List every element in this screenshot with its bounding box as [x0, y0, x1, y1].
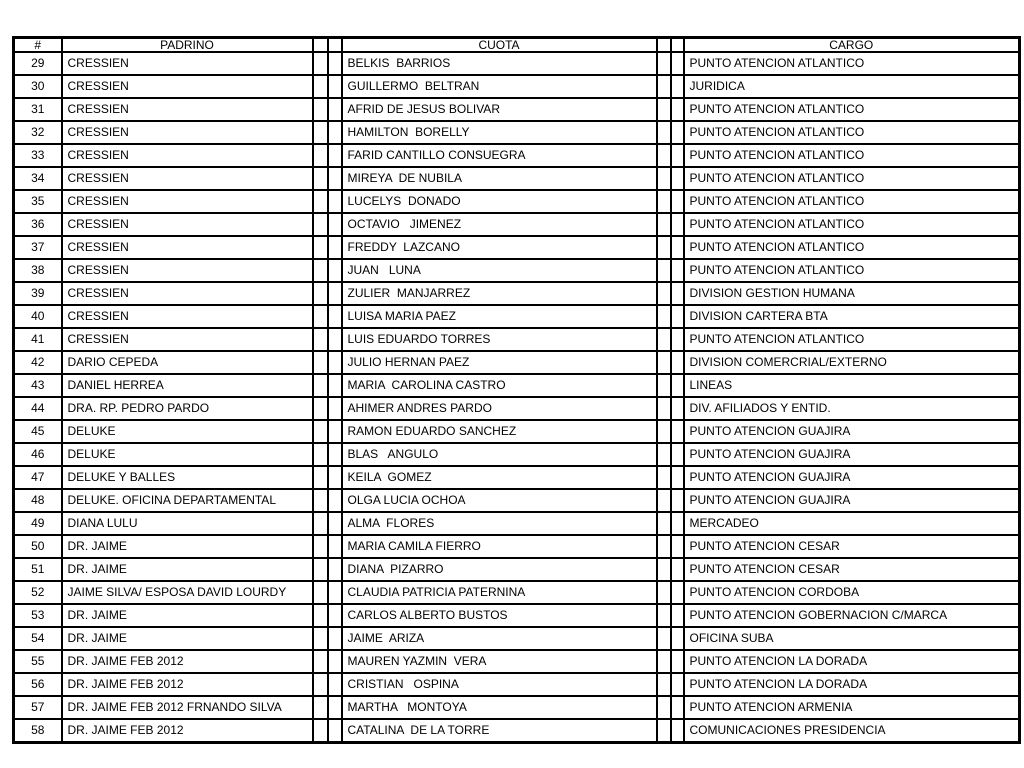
spacer-cell: [313, 581, 328, 604]
table-row: [14, 351, 1020, 374]
table-row: [14, 696, 1020, 719]
spacer-cell: [328, 167, 342, 190]
cuota-cell: MARIA CAMILA FIERRO: [342, 535, 657, 558]
spacer-cell: [671, 213, 684, 236]
table-row: [14, 213, 1020, 236]
table-row: [14, 305, 1020, 328]
spacer-cell: [313, 535, 328, 558]
spacer-cell: [657, 374, 671, 397]
spacer-cell: [671, 443, 684, 466]
spacer-cell: [313, 719, 328, 743]
padrino-cell: CRESSIEN: [62, 98, 313, 121]
spacer-cell: [657, 581, 671, 604]
spacer-cell: [313, 627, 328, 650]
table-row: [14, 190, 1020, 213]
row-number-cell: 44: [14, 397, 62, 420]
padrino-assignments-table: [12, 36, 1021, 744]
spacer-cell: [657, 512, 671, 535]
cuota-cell: OCTAVIO JIMENEZ: [342, 213, 657, 236]
cuota-cell: CLAUDIA PATRICIA PATERNINA: [342, 581, 657, 604]
cuota-cell: MIREYA DE NUBILA: [342, 167, 657, 190]
row-number-cell: 41: [14, 328, 62, 351]
spacer-cell: [328, 535, 342, 558]
spacer-cell: [328, 604, 342, 627]
padrino-cell: CRESSIEN: [62, 121, 313, 144]
row-number-cell: 30: [14, 75, 62, 98]
row-number-cell: 48: [14, 489, 62, 512]
row-number-cell: 56: [14, 673, 62, 696]
spacer-cell: [328, 719, 342, 743]
padrino-cell: DELUKE: [62, 420, 313, 443]
spacer-cell: [657, 443, 671, 466]
padrino-cell: DR. JAIME: [62, 604, 313, 627]
row-number-cell: 55: [14, 650, 62, 673]
spacer-cell: [657, 259, 671, 282]
cuota-cell: HAMILTON BORELLY: [342, 121, 657, 144]
cuota-cell: KEILA GOMEZ: [342, 466, 657, 489]
table-row: [14, 673, 1020, 696]
cuota-cell: LUIS EDUARDO TORRES: [342, 328, 657, 351]
spacer-cell: [671, 627, 684, 650]
table-row: [14, 328, 1020, 351]
cargo-cell: DIVISION GESTION HUMANA: [684, 282, 1020, 305]
spacer-cell: [657, 466, 671, 489]
table-row: [14, 259, 1020, 282]
padrino-cell: CRESSIEN: [62, 282, 313, 305]
spacer-cell: [313, 190, 328, 213]
row-number-cell: 33: [14, 144, 62, 167]
cargo-cell: PUNTO ATENCION LA DORADA: [684, 673, 1020, 696]
spacer-cell: [313, 213, 328, 236]
cuota-cell: JAIME ARIZA: [342, 627, 657, 650]
padrino-cell: DARIO CEPEDA: [62, 351, 313, 374]
table-row: [14, 420, 1020, 443]
padrino-cell: DELUKE: [62, 443, 313, 466]
spacer-cell: [671, 328, 684, 351]
header-row: [14, 38, 1020, 53]
row-number-cell: 34: [14, 167, 62, 190]
cuota-cell: BLAS ANGULO: [342, 443, 657, 466]
spacer-cell: [328, 673, 342, 696]
spacer-cell: [657, 420, 671, 443]
header-cuota: CUOTA: [342, 38, 657, 53]
header-num: #: [14, 38, 62, 53]
spacer-cell: [657, 213, 671, 236]
row-number-cell: 31: [14, 98, 62, 121]
spacer-cell: [657, 52, 671, 75]
cuota-cell: JUAN LUNA: [342, 259, 657, 282]
spacer-cell: [313, 144, 328, 167]
spacer-cell: [671, 489, 684, 512]
cuota-cell: ALMA FLORES: [342, 512, 657, 535]
cargo-cell: DIVISION COMERCRIAL/EXTERNO: [684, 351, 1020, 374]
spacer-cell: [328, 397, 342, 420]
table-row: [14, 98, 1020, 121]
cuota-cell: FREDDY LAZCANO: [342, 236, 657, 259]
cargo-cell: PUNTO ATENCION GUAJIRA: [684, 443, 1020, 466]
spacer-cell: [313, 650, 328, 673]
spacer-cell: [671, 650, 684, 673]
table-row: [14, 719, 1020, 743]
padrino-cell: CRESSIEN: [62, 144, 313, 167]
cuota-cell: MAUREN YAZMIN VERA: [342, 650, 657, 673]
cargo-cell: PUNTO ATENCION CESAR: [684, 535, 1020, 558]
spacer-cell: [657, 650, 671, 673]
cargo-cell: PUNTO ATENCION ATLANTICO: [684, 328, 1020, 351]
table-row: [14, 75, 1020, 98]
cuota-cell: LUCELYS DONADO: [342, 190, 657, 213]
spacer-cell: [313, 75, 328, 98]
spacer-cell: [671, 558, 684, 581]
padrino-cell: DIANA LULU: [62, 512, 313, 535]
spacer-cell: [313, 673, 328, 696]
spacer-cell: [671, 351, 684, 374]
cargo-cell: LINEAS: [684, 374, 1020, 397]
cuota-cell: BELKIS BARRIOS: [342, 52, 657, 75]
padrino-cell: JAIME SILVA/ ESPOSA DAVID LOURDY: [62, 581, 313, 604]
spacer-cell: [671, 167, 684, 190]
table-row: [14, 374, 1020, 397]
spacer-cell: [313, 489, 328, 512]
spacer-cell: [313, 351, 328, 374]
spacer-cell: [313, 604, 328, 627]
spacer-cell: [671, 581, 684, 604]
spacer-cell: [671, 397, 684, 420]
spacer-cell: [328, 213, 342, 236]
table-row: [14, 489, 1020, 512]
cargo-cell: PUNTO ATENCION LA DORADA: [684, 650, 1020, 673]
padrino-cell: CRESSIEN: [62, 259, 313, 282]
spacer-cell: [313, 52, 328, 75]
header-padrino: PADRINO: [62, 38, 313, 53]
spacer-cell: [328, 236, 342, 259]
spacer-cell: [313, 259, 328, 282]
table-row: [14, 535, 1020, 558]
spacer-cell: [671, 604, 684, 627]
row-number-cell: 32: [14, 121, 62, 144]
table-row: [14, 650, 1020, 673]
spacer-cell: [328, 650, 342, 673]
cuota-cell: JULIO HERNAN PAEZ: [342, 351, 657, 374]
cargo-cell: PUNTO ATENCION ATLANTICO: [684, 144, 1020, 167]
spacer-cell: [328, 121, 342, 144]
row-number-cell: 51: [14, 558, 62, 581]
cargo-cell: DIV. AFILIADOS Y ENTID.: [684, 397, 1020, 420]
padrino-cell: DR. JAIME FEB 2012: [62, 650, 313, 673]
padrino-cell: DR. JAIME: [62, 558, 313, 581]
spacer-cell: [328, 351, 342, 374]
cuota-cell: GUILLERMO BELTRAN: [342, 75, 657, 98]
cargo-cell: PUNTO ATENCION GUAJIRA: [684, 420, 1020, 443]
spacer-cell: [328, 282, 342, 305]
row-number-cell: 57: [14, 696, 62, 719]
padrino-cell: DRA. RP. PEDRO PARDO: [62, 397, 313, 420]
cargo-cell: PUNTO ATENCION ARMENIA: [684, 696, 1020, 719]
spacer-cell: [671, 305, 684, 328]
row-number-cell: 37: [14, 236, 62, 259]
spacer-cell: [671, 190, 684, 213]
spacer-cell: [328, 374, 342, 397]
spacer-cell: [657, 328, 671, 351]
table-row: [14, 144, 1020, 167]
spacer-cell: [657, 489, 671, 512]
spacer-cell: [313, 374, 328, 397]
row-number-cell: 43: [14, 374, 62, 397]
spacer-cell: [328, 328, 342, 351]
cargo-cell: PUNTO ATENCION ATLANTICO: [684, 167, 1020, 190]
cargo-cell: PUNTO ATENCION ATLANTICO: [684, 190, 1020, 213]
cargo-cell: PUNTO ATENCION CESAR: [684, 558, 1020, 581]
spacer-cell: [657, 236, 671, 259]
spacer-cell: [657, 282, 671, 305]
padrino-cell: CRESSIEN: [62, 305, 313, 328]
spacer-cell: [657, 719, 671, 743]
row-number-cell: 45: [14, 420, 62, 443]
spacer-cell: [657, 397, 671, 420]
header-spacer: [313, 38, 328, 53]
cuota-cell: DIANA PIZARRO: [342, 558, 657, 581]
cuota-cell: AHIMER ANDRES PARDO: [342, 397, 657, 420]
cargo-cell: PUNTO ATENCION CORDOBA: [684, 581, 1020, 604]
row-number-cell: 29: [14, 52, 62, 75]
spacer-cell: [671, 374, 684, 397]
cuota-cell: CARLOS ALBERTO BUSTOS: [342, 604, 657, 627]
padrino-cell: DR. JAIME: [62, 535, 313, 558]
spacer-cell: [313, 397, 328, 420]
spacer-cell: [313, 328, 328, 351]
row-number-cell: 40: [14, 305, 62, 328]
padrino-cell: DR. JAIME FEB 2012: [62, 719, 313, 743]
cargo-cell: PUNTO ATENCION ATLANTICO: [684, 259, 1020, 282]
row-number-cell: 50: [14, 535, 62, 558]
cuota-cell: CRISTIAN OSPINA: [342, 673, 657, 696]
spacer-cell: [313, 236, 328, 259]
cuota-cell: MARIA CAROLINA CASTRO: [342, 374, 657, 397]
spacer-cell: [313, 98, 328, 121]
table-row: [14, 581, 1020, 604]
spacer-cell: [328, 305, 342, 328]
cargo-cell: MERCADEO: [684, 512, 1020, 535]
cuota-cell: FARID CANTILLO CONSUEGRA: [342, 144, 657, 167]
spacer-cell: [313, 512, 328, 535]
cargo-cell: PUNTO ATENCION GUAJIRA: [684, 489, 1020, 512]
header-cargo: CARGO: [684, 38, 1020, 53]
spacer-cell: [671, 52, 684, 75]
spacer-cell: [671, 282, 684, 305]
header-spacer: [671, 38, 684, 53]
table-row: [14, 604, 1020, 627]
header-spacer: [657, 38, 671, 53]
table-row: [14, 627, 1020, 650]
cuota-cell: AFRID DE JESUS BOLIVAR: [342, 98, 657, 121]
spacer-cell: [313, 167, 328, 190]
spacer-cell: [657, 98, 671, 121]
spacer-cell: [313, 420, 328, 443]
padrino-cell: DR. JAIME: [62, 627, 313, 650]
spacer-cell: [657, 121, 671, 144]
spacer-cell: [328, 627, 342, 650]
row-number-cell: 52: [14, 581, 62, 604]
table-row: [14, 121, 1020, 144]
spacer-cell: [657, 75, 671, 98]
padrino-cell: CRESSIEN: [62, 236, 313, 259]
spacer-cell: [671, 121, 684, 144]
cargo-cell: OFICINA SUBA: [684, 627, 1020, 650]
cargo-cell: PUNTO ATENCION ATLANTICO: [684, 236, 1020, 259]
row-number-cell: 58: [14, 719, 62, 743]
spacer-cell: [313, 466, 328, 489]
cargo-cell: JURIDICA: [684, 75, 1020, 98]
padrino-cell: CRESSIEN: [62, 52, 313, 75]
spacer-cell: [657, 190, 671, 213]
spacer-cell: [313, 443, 328, 466]
spacer-cell: [328, 259, 342, 282]
cargo-cell: PUNTO ATENCION ATLANTICO: [684, 213, 1020, 236]
spacer-cell: [671, 98, 684, 121]
table-row: [14, 52, 1020, 75]
spacer-cell: [328, 466, 342, 489]
row-number-cell: 54: [14, 627, 62, 650]
cuota-cell: ZULIER MANJARREZ: [342, 282, 657, 305]
cargo-cell: PUNTO ATENCION ATLANTICO: [684, 52, 1020, 75]
spacer-cell: [657, 167, 671, 190]
row-number-cell: 36: [14, 213, 62, 236]
table-row: [14, 466, 1020, 489]
padrino-cell: DELUKE. OFICINA DEPARTAMENTAL: [62, 489, 313, 512]
spacer-cell: [671, 144, 684, 167]
cargo-cell: PUNTO ATENCION GOBERNACION C/MARCA: [684, 604, 1020, 627]
spacer-cell: [313, 558, 328, 581]
spacer-cell: [328, 512, 342, 535]
spacer-cell: [671, 236, 684, 259]
table-row: [14, 397, 1020, 420]
row-number-cell: 35: [14, 190, 62, 213]
table-row: [14, 443, 1020, 466]
spacer-cell: [313, 121, 328, 144]
row-number-cell: 46: [14, 443, 62, 466]
cargo-cell: PUNTO ATENCION GUAJIRA: [684, 466, 1020, 489]
spacer-cell: [328, 75, 342, 98]
spacer-cell: [657, 558, 671, 581]
spacer-cell: [328, 489, 342, 512]
spacer-cell: [328, 144, 342, 167]
spacer-cell: [671, 719, 684, 743]
table-row: [14, 236, 1020, 259]
spacer-cell: [671, 259, 684, 282]
spacer-cell: [657, 305, 671, 328]
cargo-cell: COMUNICACIONES PRESIDENCIA: [684, 719, 1020, 743]
spacer-cell: [671, 535, 684, 558]
spacer-cell: [671, 420, 684, 443]
spacer-cell: [328, 98, 342, 121]
spacer-cell: [313, 696, 328, 719]
cuota-cell: RAMON EDUARDO SANCHEZ: [342, 420, 657, 443]
spacer-cell: [328, 581, 342, 604]
cargo-cell: PUNTO ATENCION ATLANTICO: [684, 121, 1020, 144]
spacer-cell: [657, 144, 671, 167]
spacer-cell: [671, 75, 684, 98]
spacer-cell: [657, 351, 671, 374]
spacer-cell: [657, 696, 671, 719]
spacer-cell: [328, 52, 342, 75]
row-number-cell: 47: [14, 466, 62, 489]
cuota-cell: MARTHA MONTOYA: [342, 696, 657, 719]
row-number-cell: 38: [14, 259, 62, 282]
spacer-cell: [671, 512, 684, 535]
padrino-cell: CRESSIEN: [62, 190, 313, 213]
row-number-cell: 49: [14, 512, 62, 535]
spacer-cell: [671, 696, 684, 719]
row-number-cell: 53: [14, 604, 62, 627]
spacer-cell: [313, 282, 328, 305]
padrino-cell: CRESSIEN: [62, 213, 313, 236]
cargo-cell: DIVISION CARTERA BTA: [684, 305, 1020, 328]
padrino-cell: CRESSIEN: [62, 167, 313, 190]
cargo-cell: PUNTO ATENCION ATLANTICO: [684, 98, 1020, 121]
cuota-cell: CATALINA DE LA TORRE: [342, 719, 657, 743]
header-spacer: [328, 38, 342, 53]
spacer-cell: [328, 190, 342, 213]
table-row: [14, 512, 1020, 535]
spacer-cell: [313, 305, 328, 328]
spacer-cell: [657, 673, 671, 696]
padrino-cell: DR. JAIME FEB 2012: [62, 673, 313, 696]
spacer-cell: [671, 673, 684, 696]
spacer-cell: [328, 420, 342, 443]
table-row: [14, 282, 1020, 305]
spacer-cell: [328, 696, 342, 719]
spacer-cell: [657, 535, 671, 558]
cuota-cell: OLGA LUCIA OCHOA: [342, 489, 657, 512]
padrino-cell: DANIEL HERREA: [62, 374, 313, 397]
table-row: [14, 558, 1020, 581]
padrino-cell: CRESSIEN: [62, 328, 313, 351]
spacer-cell: [657, 627, 671, 650]
row-number-cell: 39: [14, 282, 62, 305]
spacer-cell: [657, 604, 671, 627]
padrino-cell: DR. JAIME FEB 2012 FRNANDO SILVA: [62, 696, 313, 719]
spacer-cell: [328, 558, 342, 581]
spacer-cell: [328, 443, 342, 466]
padrino-cell: CRESSIEN: [62, 75, 313, 98]
table-row: [14, 167, 1020, 190]
cuota-cell: LUISA MARIA PAEZ: [342, 305, 657, 328]
padrino-cell: DELUKE Y BALLES: [62, 466, 313, 489]
spacer-cell: [671, 466, 684, 489]
row-number-cell: 42: [14, 351, 62, 374]
